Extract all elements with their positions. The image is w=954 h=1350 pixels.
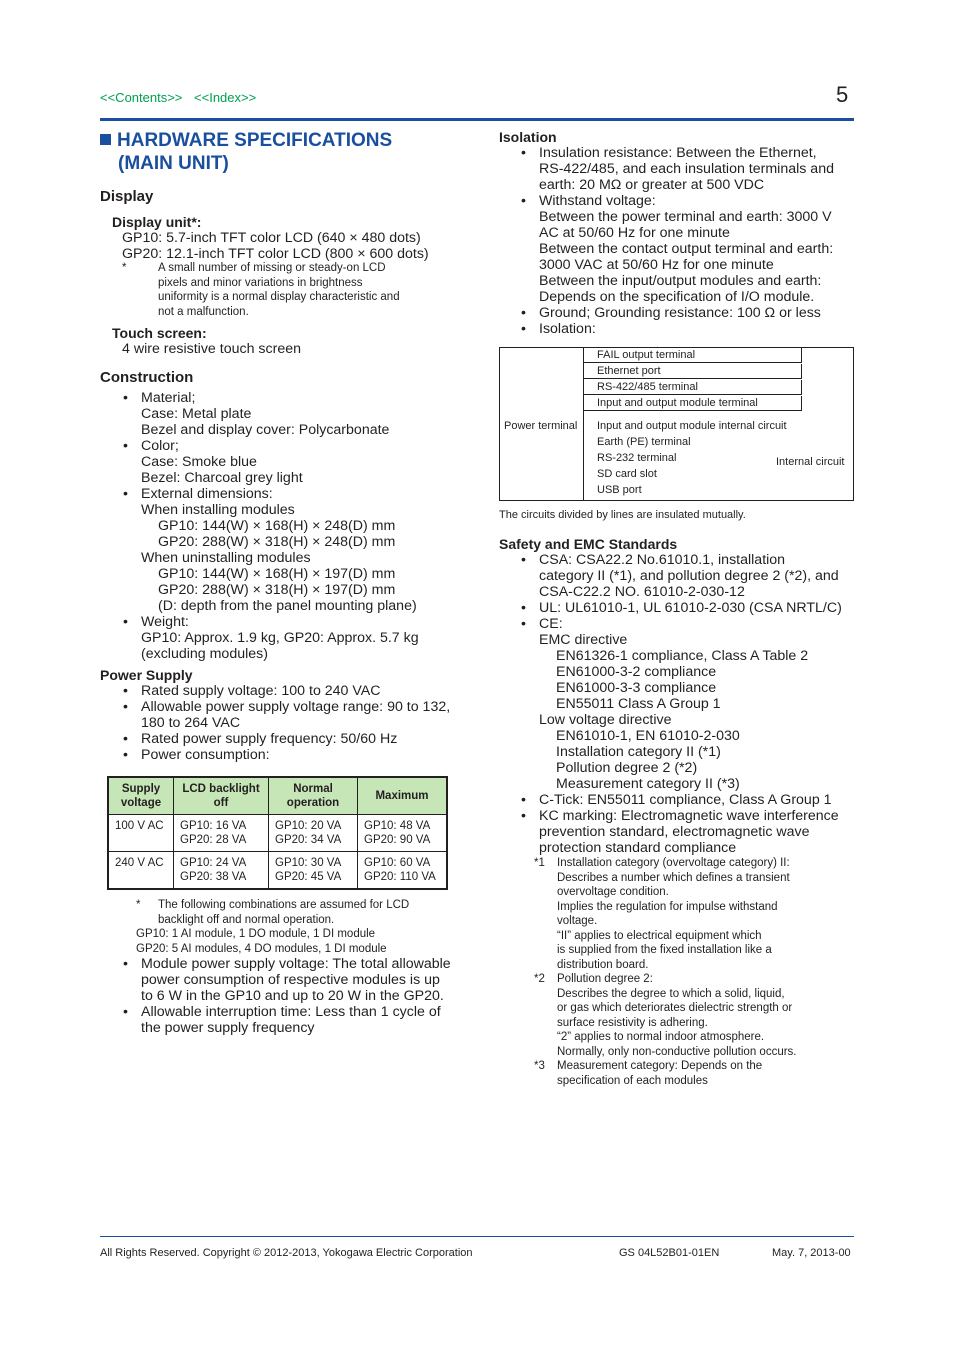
list-item: • Module power supply voltage: The total allowable power consumption of respective modules is up to 6 W in the GP10 and up to 20 W in the GP20. [100, 956, 470, 1004]
footer-copyright: All Rights Reserved. Copyright © 2012-2013, Yokogawa Electric Corporation [100, 1247, 473, 1259]
safety-heading: Safety and EMC Standards [499, 536, 678, 552]
list-item: • C-Tick: EN55011 compliance, Class A Group 1 [499, 792, 855, 808]
table-row [108, 852, 447, 890]
table-header: Maximum [358, 777, 448, 815]
diagram-boxed-item: Input and output module terminal [584, 396, 802, 411]
diagram-item: USB port [597, 484, 642, 496]
list-item: • Rated power supply frequency: 50/60 Hz [100, 731, 470, 747]
index-link[interactable]: <<Index>> [194, 90, 257, 105]
touch-screen-value: 4 wire resistive touch screen [122, 341, 301, 357]
right-column-bottom [499, 536, 855, 1088]
list-item: • Withstand voltage: Between the power terminal and earth: 3000 V AC at 50/60 Hz for one minute Between the contact output terminal and earth: 3000 VAC at 50/60 Hz for one minute Between the input/output modules and earth: Depends on the specification of I/O module. [499, 193, 855, 305]
diagram-boxed-item: FAIL output terminal [584, 348, 802, 363]
power-terminal-label: Power terminal [504, 420, 578, 432]
table-header: Supply voltage [108, 777, 174, 815]
list-item: • Insulation resistance: Between the Ethernet, RS-422/485, and each insulation terminals and earth: 20 MΩ or greater at 500 VDC [499, 145, 855, 193]
touch-screen-heading: Touch screen: [112, 325, 207, 341]
internal-circuit-label: Internal circuit [776, 456, 845, 468]
power-list-2 [100, 956, 470, 1036]
square-bullet-icon [100, 134, 111, 145]
footer-rule [100, 1236, 854, 1237]
power-list [100, 683, 470, 763]
table-cell: GP10: 16 VA GP20: 28 VA [174, 815, 269, 852]
construction-list [100, 390, 470, 662]
right-column-top [499, 129, 855, 337]
table-cell: GP10: 24 VA GP20: 38 VA [174, 852, 269, 890]
table-cell: GP10: 30 VA GP20: 45 VA [269, 852, 358, 890]
section-title: HARDWARE SPECIFICATIONS (MAIN UNIT) [100, 129, 470, 175]
header-rule [100, 118, 854, 121]
footer-date: May. 7, 2013-00 [772, 1247, 851, 1259]
display-heading: Display [100, 188, 154, 205]
isolation-diagram [499, 347, 854, 501]
diagram-item: SD card slot [597, 468, 657, 480]
display-unit-heading: Display unit*: [112, 214, 202, 230]
gp20-display: GP20: 12.1-inch TFT color LCD (800 × 600 dots) [122, 246, 429, 262]
power-supply-heading: Power Supply [100, 667, 193, 683]
table-header: Normal operation [269, 777, 358, 815]
isolation-caption: The circuits divided by lines are insulated mutually. [499, 509, 746, 521]
nav-bar [100, 90, 264, 105]
display-note: * A small number of missing or steady-on LCD pixels and minor variations in brightness uniformity is a normal display characteristic and not a malfunction. [122, 262, 400, 318]
page-number: 5 [836, 82, 849, 107]
list-item: • Material; Case: Metal plate Bezel and display cover: Polycarbonate [100, 390, 470, 438]
footer-doc-number: GS 04L52B01-01EN [619, 1247, 720, 1259]
list-item: • UL: UL61010-1, UL 61010-2-030 (CSA NRTL/C) [499, 600, 855, 616]
isolation-heading: Isolation [499, 129, 557, 145]
diagram-item: Input and output module internal circuit [597, 420, 787, 432]
construction-heading: Construction [100, 369, 194, 386]
footnote-2: *2 Pollution degree 2: Describes the degree to which a solid, liquid, or gas which deteriorates dielectric strength or surface resistivity is adhering. “2” applies to normal indoor atmosphere. Normally, only non-conductive pollution occurs. [534, 973, 797, 1058]
list-item: • Power consumption: [100, 747, 470, 763]
diagram-item: RS-232 terminal [597, 452, 677, 464]
list-item: • Color; Case: Smoke blue Bezel: Charcoal grey light [100, 438, 470, 486]
table-cell: GP10: 20 VA GP20: 34 VA [269, 815, 358, 852]
table-row [108, 815, 447, 852]
list-item: • Isolation: [499, 321, 855, 337]
list-item: • CSA: CSA22.2 No.61010.1, installation category II (*1), and pollution degree 2 (*2), and CSA-C22.2 NO. 61010-2-030-12 [499, 552, 855, 600]
list-item: • Allowable interruption time: Less than 1 cycle of the power supply frequency [100, 1004, 470, 1036]
footnote-1: *1 Installation category (overvoltage category) II: Describes a number which defines a transient overvoltage condition. Implies the regulation for impulse withstand voltage. “II” applies to electrical equipment which is supplied from the fixed installation like a distribution board. [534, 857, 790, 971]
left-column [100, 128, 470, 1036]
list-item: • CE: EMC directive EN61326-1 compliance, Class A Table 2 EN61000-3-2 compliance EN61000-3-3 compliance EN55011 Class A Group 1 Low voltage directive EN61010-1, EN 61010-2-030 Installation category II (*1) Pollution degree 2 (*2) Measurement category II (*3) [499, 616, 855, 792]
table-header-row [108, 777, 447, 815]
gp10-display: GP10: 5.7-inch TFT color LCD (640 × 480 dots) [122, 230, 421, 246]
power-note: * The following combinations are assumed for LCD backlight off and normal operation. [136, 899, 410, 926]
list-item: • Rated supply voltage: 100 to 240 VAC [100, 683, 470, 699]
table-cell: GP10: 60 VA GP20: 110 VA [358, 852, 448, 890]
list-item: • Allowable power supply voltage range: 90 to 132, 180 to 264 VAC [100, 699, 470, 731]
footnote-3: *3 Measurement category: Depends on the specification of each modules [534, 1060, 763, 1087]
diagram-item: Earth (PE) terminal [597, 436, 691, 448]
power-consumption-table [107, 776, 448, 890]
table-cell: 240 V AC [108, 852, 174, 890]
list-item: • External dimensions: When installing modules GP10: 144(W) × 168(H) × 248(D) mm GP20: 288(W) × 318(H) × 248(D) mm When uninstalling modules GP10: 144(W) × 168(H) × 197(D) mm GP20: 288(W) × 318(H) × 197(D) mm (D: depth from the panel mounting plane) [100, 486, 470, 614]
diagram-boxed-item: RS-422/485 terminal [584, 380, 802, 395]
list-item: • Ground; Grounding resistance: 100 Ω or less [499, 305, 855, 321]
diagram-boxed-item: Ethernet port [584, 364, 802, 379]
list-item: • Weight: GP10: Approx. 1.9 kg, GP20: Approx. 5.7 kg (excluding modules) [100, 614, 470, 662]
power-note-combinations: GP10: 1 AI module, 1 DO module, 1 DI module GP20: 5 AI modules, 4 DO modules, 1 DI module [136, 928, 387, 955]
table-header: LCD backlight off [174, 777, 269, 815]
table-cell: GP10: 48 VA GP20: 90 VA [358, 815, 448, 852]
table-cell: 100 V AC [108, 815, 174, 852]
contents-link[interactable]: <<Contents>> [100, 90, 183, 105]
list-item: • KC marking: Electromagnetic wave interference prevention standard, electromagnetic wave protection standard compliance [499, 808, 855, 856]
